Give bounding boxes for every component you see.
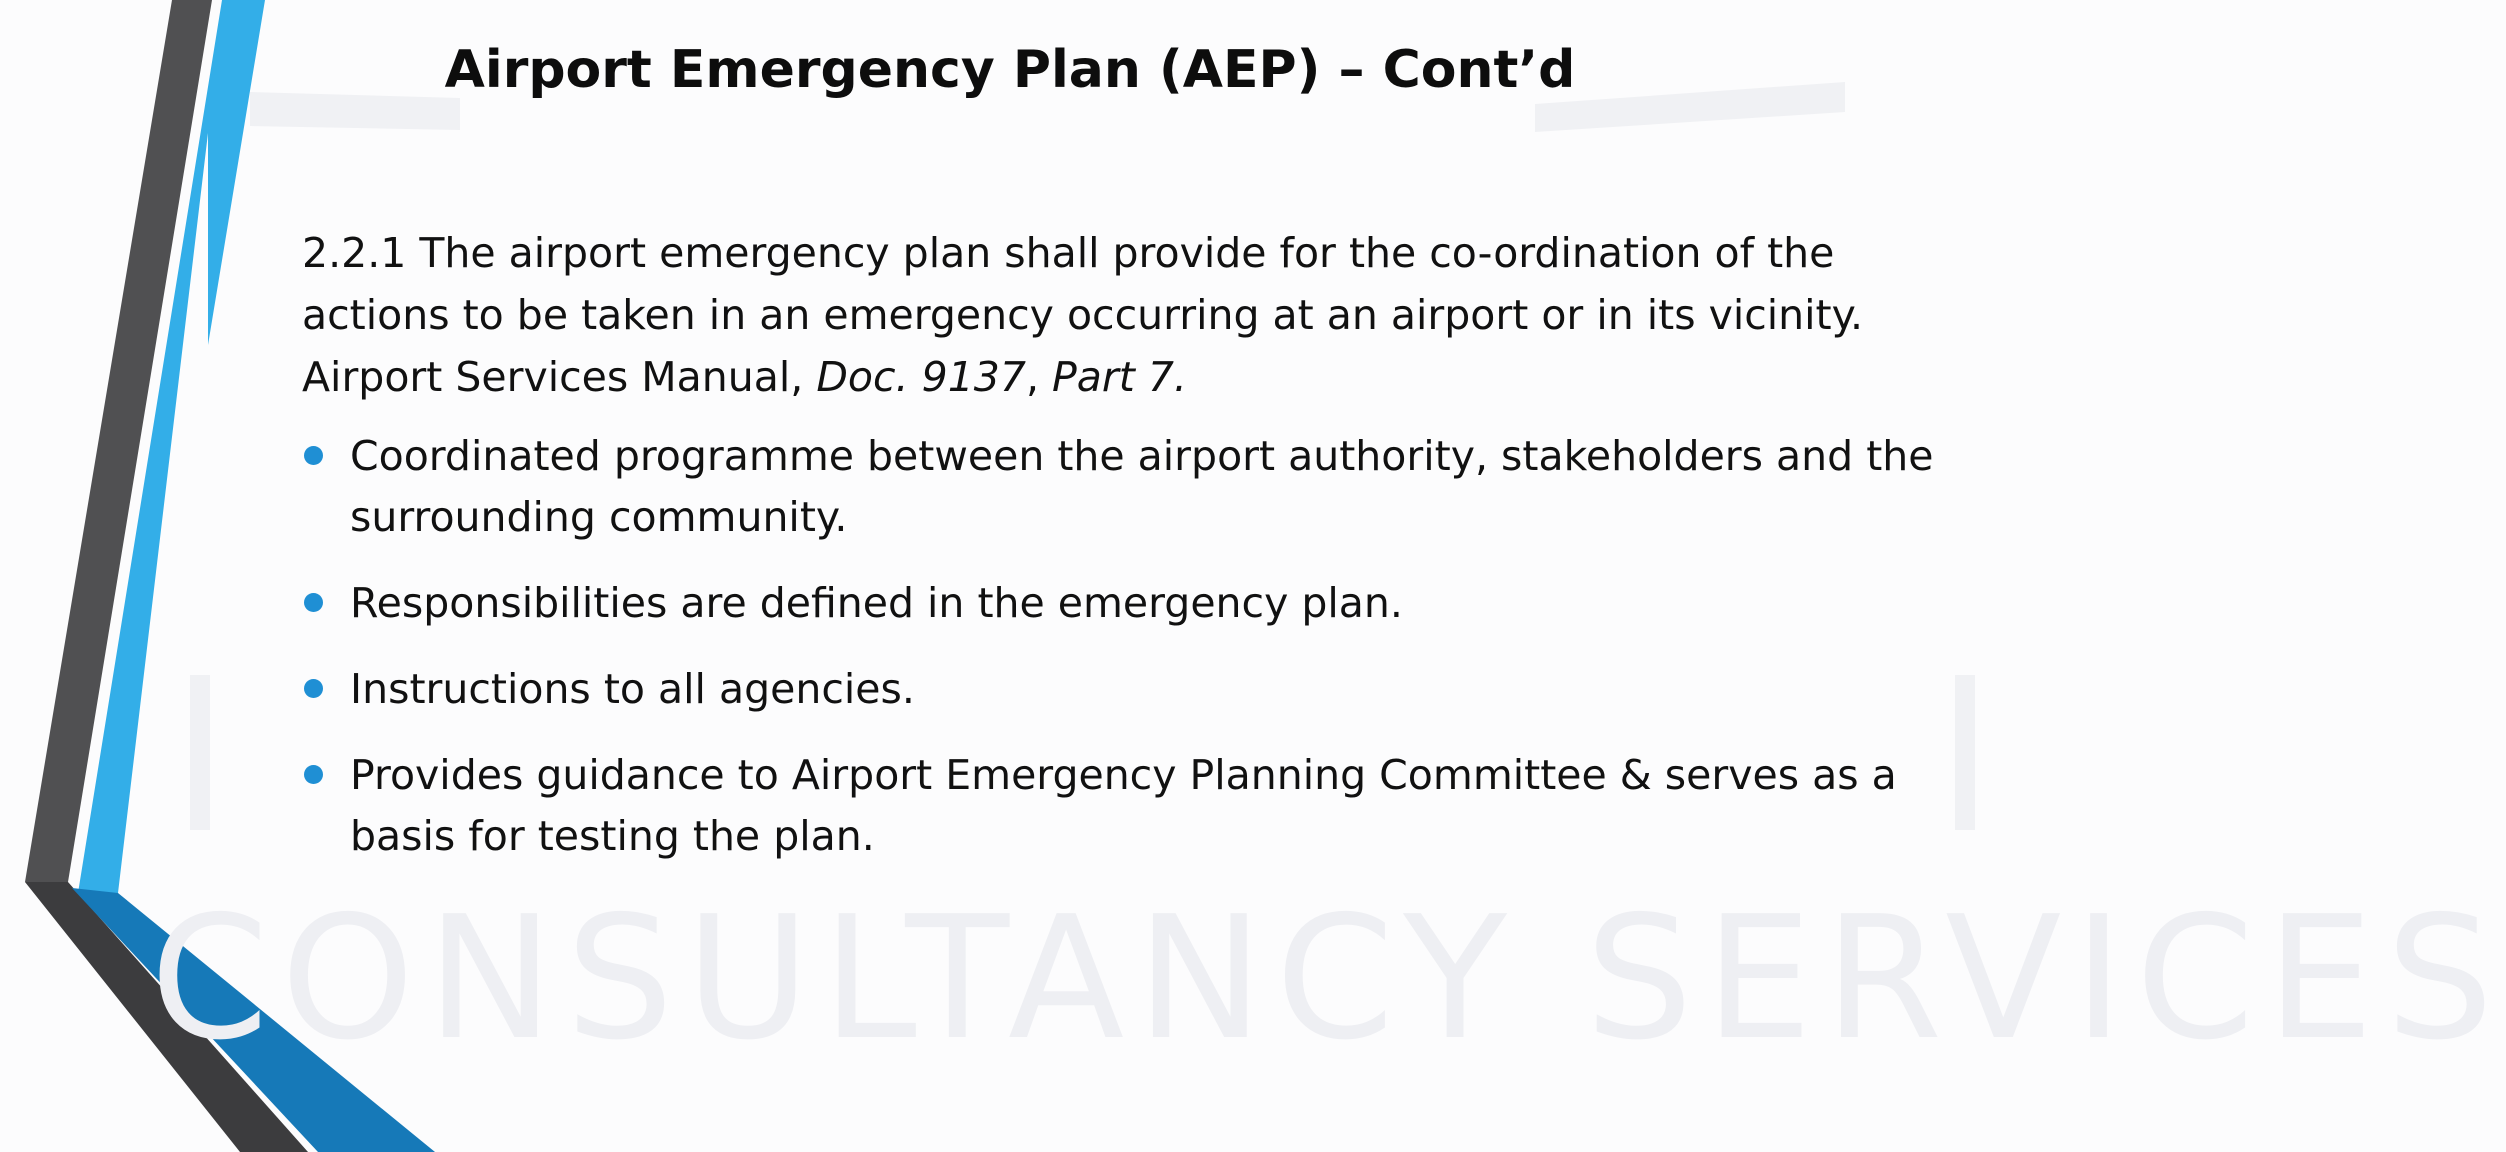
- bullet-item: [302, 745, 1962, 867]
- watermark-text: CONSULTANCY SERVICES: [150, 880, 2506, 1078]
- intro-paragraph: [302, 222, 1962, 408]
- intro-separator: ,: [1025, 353, 1053, 401]
- bullet-icon: [304, 446, 323, 465]
- bullet-icon: [304, 765, 323, 784]
- part-reference: Part 7.: [1052, 353, 1187, 401]
- slide-title: Airport Emergency Plan (AEP) – Cont’d: [444, 40, 1576, 100]
- bullet-item: [302, 659, 1962, 720]
- doc-reference: Doc. 9137: [816, 353, 1026, 401]
- bullet-text: Instructions to all agencies.: [350, 665, 915, 713]
- bullet-text: Provides guidance to Airport Emergency Planning Committee & serves as a basis for testing the plan.: [350, 751, 1897, 860]
- bullet-item: [302, 426, 1962, 548]
- bullet-text: Coordinated programme between the airport authority, stakeholders and the surrounding community.: [350, 432, 1934, 541]
- bullet-icon: [304, 593, 323, 612]
- intro-lead: 2.2.1 The airport emergency plan shall provide for the co-ordination of the actions to be taken in an emergency occurring at an airport or in its vicinity. Airport Services Manual,: [302, 229, 1864, 401]
- bullet-list: [302, 426, 1962, 867]
- bullet-icon: [304, 679, 323, 698]
- slide-content: [302, 222, 1962, 892]
- bullet-text: Responsibilities are defined in the emergency plan.: [350, 579, 1403, 627]
- watermark-mark-left: [190, 675, 210, 830]
- bullet-item: [302, 573, 1962, 634]
